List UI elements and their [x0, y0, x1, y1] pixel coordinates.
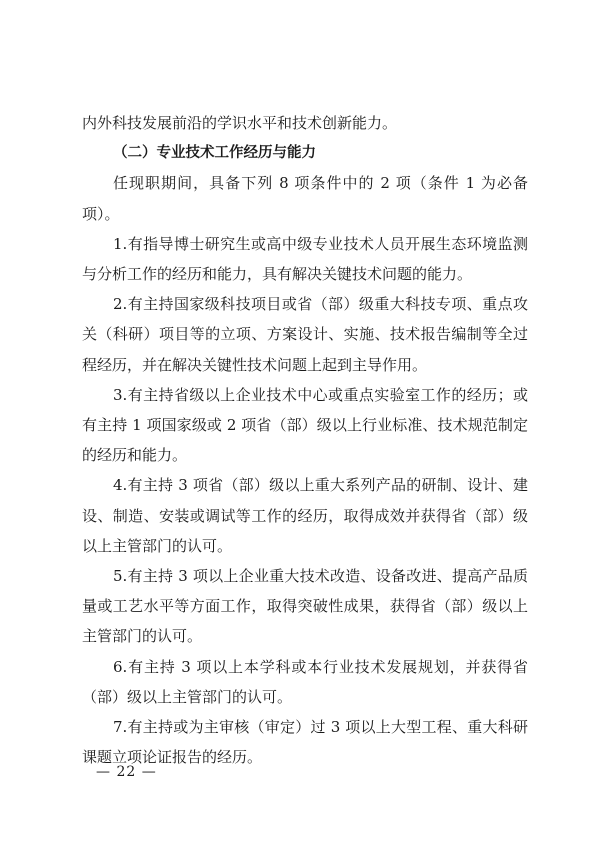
paragraph-item-2: 2.有主持国家级科技项目或省（部）级重大科技专项、重点攻关（科研）项目等的立项、方案设计、实施、技术报告编制等全过程经历，并在解决关键性技术问题上起到主导作用。 — [82, 295, 528, 374]
paragraph-item-4: 4.有主持 3 项省（部）级以上重大系列产品的研制、设计、建设、制造、安装或调试等工作的经历，取得成效并获得省（部）级以上主管部门的认可。 — [82, 476, 528, 555]
paragraph-item-5: 5.有主持 3 项以上企业重大技术改造、设备改进、提高产品质量或工艺水平等方面工作，取得突破性成果，获得省（部）级以上主管部门的认可。 — [82, 567, 528, 646]
paragraph-item-1: 1.有指导博士研究生或高中级专业技术人员开展生态环境监测与分析工作的经历和能力，具有解决关键技术问题的能力。 — [82, 234, 528, 284]
document-body — [82, 108, 528, 772]
paragraph-item-6: 6.有主持 3 项以上本学科或本行业技术发展规划，并获得省（部）级以上主管部门的认可。 — [82, 657, 528, 706]
paragraph-item-7: 7.有主持或为主审核（审定）过 3 项以上大型工程、重大科研课题立项论证报告的经历。 — [82, 718, 528, 767]
paragraph-intro: 任现职期间，具备下列 8 项条件中的 2 项（条件 1 为必备项）。 — [82, 174, 528, 223]
paragraph-item-3: 3.有主持省级以上企业技术中心或重点实验室工作的经历；或有主持 1 项国家级或 2 项省（部）级以上行业标准、技术规范制定的经历和能力。 — [82, 385, 528, 465]
section-heading: （二）专业技术工作经历与能力 — [113, 145, 316, 162]
paragraph-continuation: 内外科技发展前沿的学识水平和技术创新能力。 — [82, 114, 398, 132]
page-number: — 22 — — [96, 764, 157, 780]
